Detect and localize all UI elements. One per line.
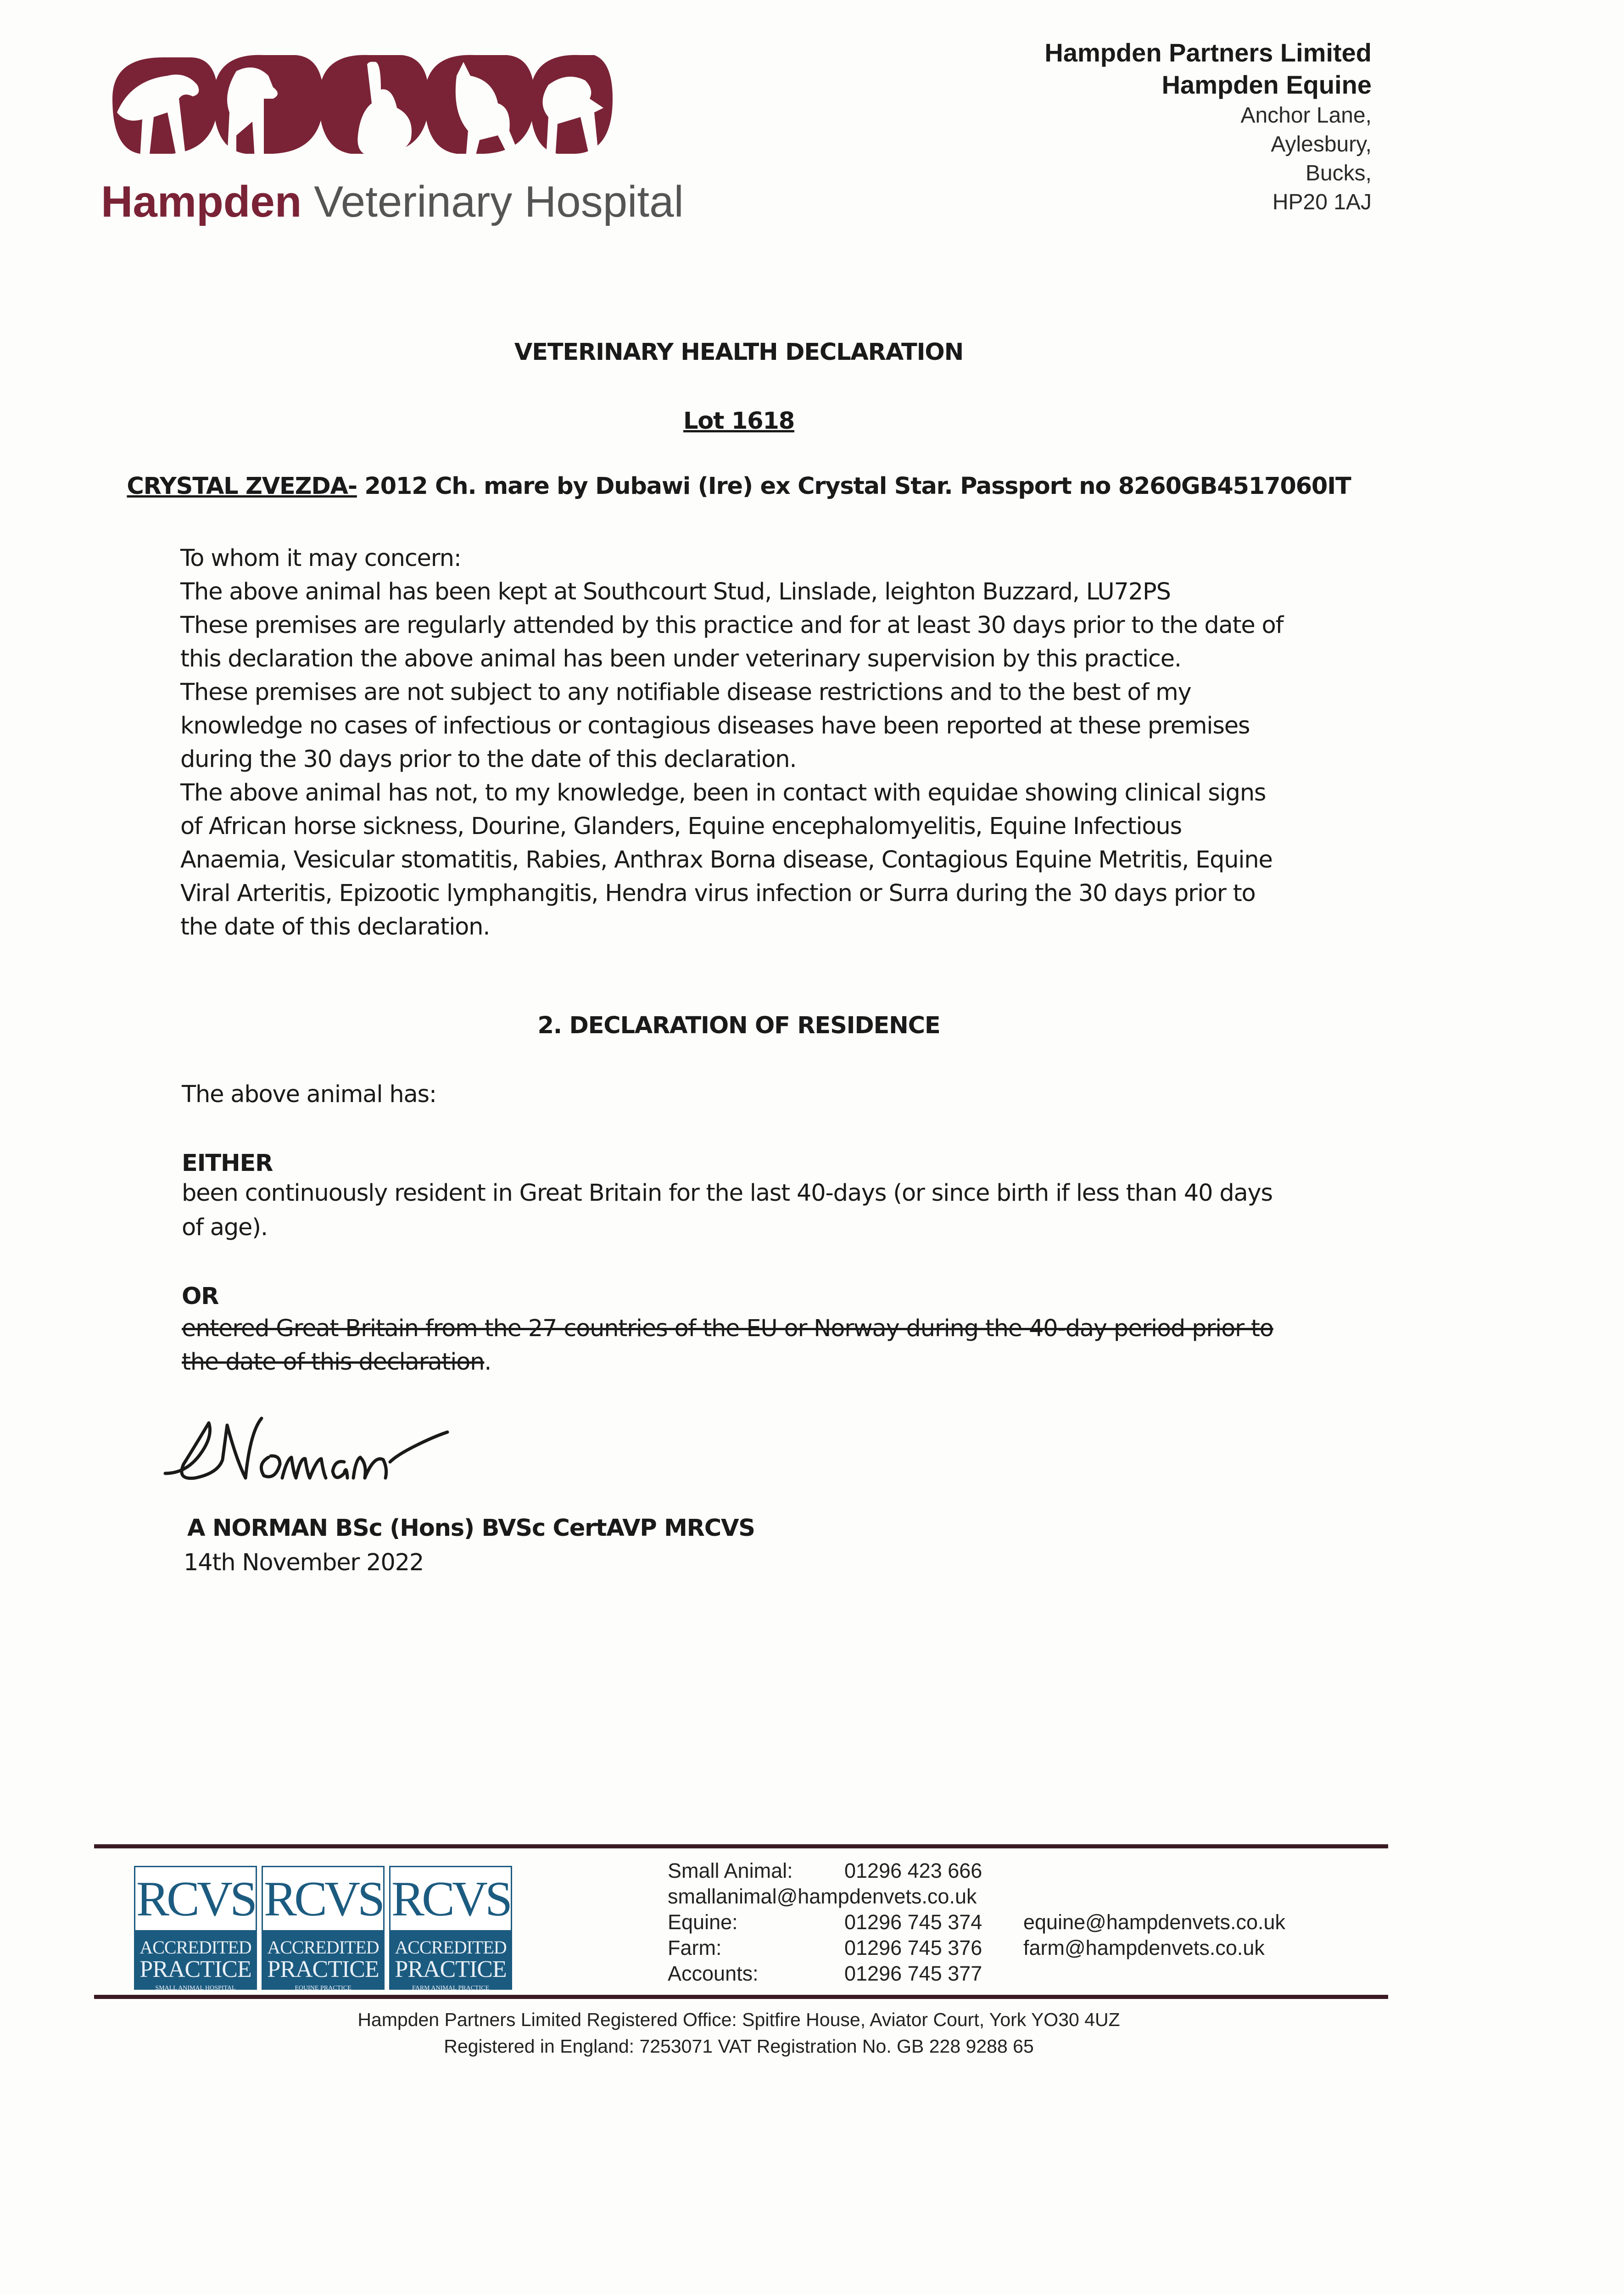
declaration-date: 14th November 2022 [184,1549,424,1576]
contact-label: Farm: [668,1936,722,1959]
contact-label: Equine: [668,1910,738,1934]
registered-office: Hampden Partners Limited Registered Office: Spitfire House, Aviator Court, York YO30 4UZ [357,2009,1120,2030]
body-line: The above animal has not, to my knowledge, been in contact with equidae showing clinical signs [180,779,1266,806]
badge-accredited: ACCREDITED [140,1937,251,1958]
rcvs-badge-equine [262,1866,385,1990]
badge-practice: PRACTICE [140,1956,251,1982]
hospital-logo-art [99,44,622,168]
body-line: this declaration the above animal has been under veterinary supervision by this practice. [180,645,1181,672]
either-line: of age). [182,1214,268,1241]
badge-accredited: ACCREDITED [395,1937,507,1958]
badge-practice: PRACTICE [395,1956,507,1982]
or-line-struck: entered Great Britain from the 27 countries of the EU or Norway during the 40-day period prior to [182,1315,1273,1342]
body-line: Viral Arteritis, Epizootic lymphangitis, Hendra virus infection or Surra during the 30 days prior to [180,880,1256,907]
body-line: These premises are not subject to any notifiable disease restrictions and to the best of my [180,679,1191,706]
rcvs-mark: RCVS [389,1866,512,1930]
or-line-2-struck: the date of this declaration [182,1349,485,1376]
hospital-logo-wordmark [101,177,684,227]
or-label: OR [182,1283,219,1310]
contact-phone[interactable]: 01296 745 376 [844,1936,982,1959]
company-registration: Registered in England: 7253071 VAT Registration No. GB 228 9288 65 [444,2036,1034,2057]
rcvs-badge-small-animal [134,1866,257,1990]
signatory-name: A NORMAN BSc (Hons) BVSc CertAVP MRCVS [187,1515,755,1542]
address-line: Anchor Lane, [1240,103,1372,128]
contact-phone[interactable]: 01296 745 374 [844,1910,982,1934]
contact-email[interactable]: equine@hampdenvets.co.uk [1023,1910,1286,1934]
section-2-title: 2. DECLARATION OF RESIDENCE [537,1012,940,1039]
footer-top-rule [94,1844,1388,1848]
footer-bottom-rule [94,1995,1388,1999]
rcvs-mark: RCVS [262,1866,385,1930]
either-line: been continuously resident in Great Britain for the last 40-days (or since birth if less than 40 days [182,1180,1272,1207]
company-name: Hampden Partners Limited [1044,38,1372,67]
badge-sub: SMALL ANIMAL HOSPITAL [155,1985,236,1992]
badge-sub: FARM ANIMAL PRACTICE [412,1985,490,1992]
badge-sub: EQUINE PRACTICE [295,1985,352,1992]
or-line-2 [182,1349,491,1376]
horse-name: CRYSTAL ZVEZDA- [127,473,357,500]
lot-number [0,408,1478,435]
document-title: VETERINARY HEALTH DECLARATION [514,339,964,366]
contact-phone[interactable]: 01296 745 377 [844,1962,982,1985]
horse-details: 2012 Ch. mare by Dubawi (Ire) ex Crystal Star. Passport no 8260GB4517060IT [357,473,1351,500]
body-line: knowledge no cases of infectious or contagious diseases have been reported at these premises [180,712,1250,739]
contact-phone[interactable]: 01296 423 666 [844,1859,982,1882]
rcvs-mark: RCVS [134,1866,257,1930]
body-line: Anaemia, Vesicular stomatitis, Rabies, Anthrax Borna disease, Contagious Equine Metritis, Equine [180,846,1272,873]
declaration-body [180,542,1328,944]
logo-name-rest: Veterinary Hospital [301,177,684,226]
rcvs-badge-farm [389,1866,512,1990]
contact-label: Accounts: [668,1962,759,1985]
either-label: EITHER [182,1150,273,1177]
address-line: HP20 1AJ [1272,190,1372,214]
body-line: The above animal has been kept at Southcourt Stud, Linslade, leighton Buzzard, LU72PS [180,578,1171,605]
handwritten-signature [158,1405,452,1496]
body-line: of African horse sickness, Dourine, Glanders, Equine encephalomyelitis, Equine Infectious [180,813,1182,840]
body-line: the date of this declaration. [180,913,490,940]
body-line: These premises are regularly attended by this practice and for at least 30 days prior to the date of [180,612,1284,639]
badge-accredited: ACCREDITED [267,1937,379,1958]
horse-identification [0,473,1478,500]
badge-practice: PRACTICE [267,1956,379,1982]
or-line-2-period: . [484,1349,491,1376]
company-division: Hampden Equine [1161,70,1372,99]
address-line: Bucks, [1305,161,1372,185]
body-line: To whom it may concern: [180,545,461,572]
company-address-block [1044,37,1372,217]
body-line: during the 30 days prior to the date of this declaration. [180,746,797,773]
contact-label: Small Animal: [668,1859,793,1882]
address-line: Aylesbury, [1271,132,1372,157]
residence-intro: The above animal has: [182,1081,436,1108]
lot-number-text: Lot 1618 [683,408,794,435]
logo-name-bold: Hampden [101,177,302,226]
contact-email[interactable]: smallanimal@hampdenvets.co.uk [668,1885,977,1908]
contact-email[interactable]: farm@hampdenvets.co.uk [1023,1936,1265,1959]
